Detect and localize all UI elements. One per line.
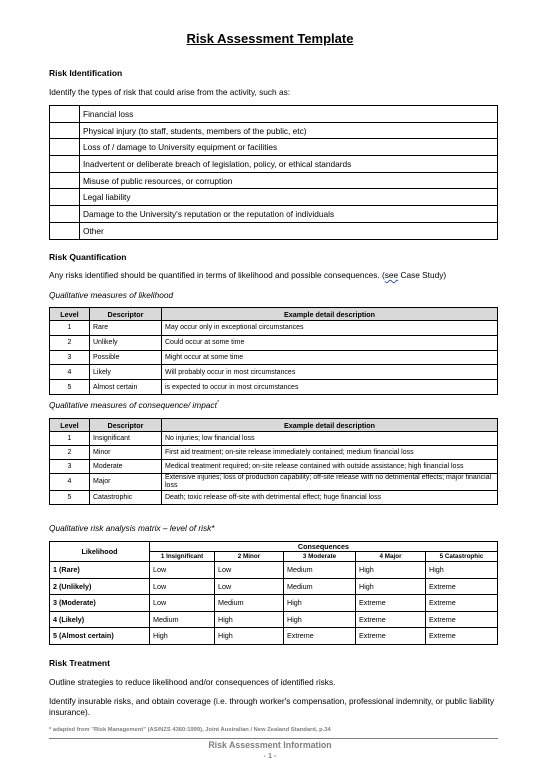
risk-type-checkbox-cell[interactable]: [50, 172, 80, 189]
matrix-risk-cell: Medium: [284, 562, 356, 579]
likelihood-cell: Likely: [90, 365, 162, 380]
matrix-risk-cell: Medium: [150, 611, 215, 628]
risk-treatment-p2: Identify insurable risks, and obtain coverage (i.e. through worker's compensation, professional indemnity, or public liability insurance).: [49, 696, 495, 717]
risk-type-row: [50, 222, 498, 239]
matrix-row-label: 4 (Likely): [50, 611, 150, 628]
likelihood-cell: Unlikely: [90, 335, 162, 350]
matrix-risk-cell: Low: [150, 595, 215, 612]
likelihood-cell: 4: [50, 365, 90, 380]
likelihood-cell: 3: [50, 350, 90, 365]
likelihood-caption: Qualitative measures of likelihood: [49, 290, 174, 300]
likelihood-cell: Almost certain: [90, 380, 162, 395]
matrix-row-label: 5 (Almost certain): [50, 628, 150, 645]
matrix-caption: Qualitative risk analysis matrix – level of risk*: [49, 523, 215, 533]
matrix-risk-cell: Low: [150, 562, 215, 579]
likelihood-header-cell: Example detail description: [162, 308, 498, 321]
risk-matrix-table: [49, 541, 498, 645]
matrix-risk-cell: High: [356, 562, 426, 579]
matrix-column-header: 5 Catastrophic: [426, 552, 498, 562]
risk-type-label: Loss of / damage to University equipment or facilities: [80, 139, 498, 156]
matrix-column-header: 1 Insignificant: [150, 552, 215, 562]
risk-type-label: Damage to the University's reputation or the reputation of individuals: [80, 206, 498, 223]
consequence-row: [50, 474, 498, 491]
page-number: - 1 -: [263, 751, 277, 760]
matrix-risk-cell: Extreme: [426, 628, 498, 645]
matrix-risk-cell: Extreme: [356, 611, 426, 628]
likelihood-cell: Might occur at some time: [162, 350, 498, 365]
consequence-cell: Major: [90, 474, 162, 491]
risk-type-checkbox-cell[interactable]: [50, 222, 80, 239]
risk-type-label: Legal liability: [80, 189, 498, 206]
likelihood-cell: May occur only in exceptional circumstances: [162, 321, 498, 336]
consequence-cell: 1: [50, 432, 90, 446]
matrix-row: [50, 578, 498, 595]
consequence-cell: 5: [50, 491, 90, 505]
matrix-risk-cell: Extreme: [426, 595, 498, 612]
consequence-cell: Extensive injuries; loss of production capability; off-site release with no detrimental effects; major financial loss: [162, 474, 498, 491]
consequence-caption: Qualitative measures of consequence/ impact*: [49, 400, 219, 410]
risk-treatment-heading: Risk Treatment: [49, 658, 110, 668]
risk-type-row: [50, 156, 498, 173]
likelihood-row: [50, 350, 498, 365]
matrix-row-label: 1 (Rare): [50, 562, 150, 579]
likelihood-header-cell: Descriptor: [90, 308, 162, 321]
risk-type-row: [50, 189, 498, 206]
matrix-risk-cell: High: [284, 595, 356, 612]
likelihood-cell: 2: [50, 335, 90, 350]
risk-type-checkbox-cell[interactable]: [50, 139, 80, 156]
likelihood-cell: Will probably occur in most circumstances: [162, 365, 498, 380]
consequence-header-cell: Level: [50, 419, 90, 432]
consequence-cell: Moderate: [90, 460, 162, 474]
matrix-risk-cell: Medium: [284, 578, 356, 595]
risk-type-label: Inadvertent or deliberate breach of legislation, policy, or ethical standards: [80, 156, 498, 173]
likelihood-cell: is expected to occur in most circumstances: [162, 380, 498, 395]
risk-type-checkbox-cell[interactable]: [50, 106, 80, 123]
risk-type-checkbox-cell[interactable]: [50, 206, 80, 223]
consequence-cell: Minor: [90, 446, 162, 460]
likelihood-cell: Could occur at some time: [162, 335, 498, 350]
risk-type-label: Physical injury (to staff, students, members of the public, etc): [80, 122, 498, 139]
consequence-cell: Medical treatment required; on-site release contained with outside assistance; high financial loss: [162, 460, 498, 474]
consequence-table: [49, 418, 498, 505]
page-title: Risk Assessment Template: [186, 31, 354, 46]
likelihood-cell: Rare: [90, 321, 162, 336]
likelihood-row: [50, 365, 498, 380]
consequence-cell: 3: [50, 460, 90, 474]
risk-type-row: [50, 139, 498, 156]
matrix-risk-cell: Extreme: [426, 611, 498, 628]
matrix-row: [50, 628, 498, 645]
likelihood-row: [50, 335, 498, 350]
consequence-cell: First aid treatment; on-site release immediately contained; medium financial loss: [162, 446, 498, 460]
risk-quantification-intro: Any risks identified should be quantified in terms of likelihood and possible consequences. (see Case Study): [49, 270, 447, 280]
risk-type-checkbox-cell[interactable]: [50, 156, 80, 173]
risk-type-checkbox-cell[interactable]: [50, 122, 80, 139]
matrix-row-label: 3 (Moderate): [50, 595, 150, 612]
matrix-row: [50, 611, 498, 628]
risk-types-table: [49, 105, 498, 240]
risk-type-row: [50, 122, 498, 139]
footnote: * adapted from "Risk Management" (AS/NZS 4360:1999), Joint Australian / New Zealand Standard, p.34: [49, 727, 331, 733]
matrix-likelihood-header: Likelihood: [50, 542, 150, 562]
risk-type-row: [50, 106, 498, 123]
matrix-column-header: 2 Minor: [215, 552, 284, 562]
risk-type-row: [50, 206, 498, 223]
consequence-cell: No injuries; low financial loss: [162, 432, 498, 446]
matrix-row: [50, 562, 498, 579]
matrix-risk-cell: Low: [215, 562, 284, 579]
matrix-consequences-header: Consequences: [150, 542, 498, 552]
likelihood-row: [50, 380, 498, 395]
likelihood-cell: Possible: [90, 350, 162, 365]
matrix-risk-cell: Extreme: [356, 628, 426, 645]
see-link: see: [384, 270, 399, 280]
likelihood-cell: 1: [50, 321, 90, 336]
matrix-risk-cell: Low: [215, 578, 284, 595]
risk-identification-intro: Identify the types of risk that could arise from the activity, such as:: [49, 87, 291, 97]
matrix-risk-cell: High: [215, 628, 284, 645]
risk-identification-heading: Risk Identification: [49, 68, 123, 78]
consequence-row: [50, 446, 498, 460]
matrix-column-header: 3 Moderate: [284, 552, 356, 562]
matrix-risk-cell: High: [284, 611, 356, 628]
consequence-row: [50, 432, 498, 446]
risk-type-row: [50, 172, 498, 189]
matrix-risk-cell: Extreme: [426, 578, 498, 595]
footer-divider: [49, 738, 498, 739]
consequence-cell: Death; toxic release off-site with detrimental effect; huge financial loss: [162, 491, 498, 505]
matrix-row: [50, 595, 498, 612]
consequence-header-cell: Example detail description: [162, 419, 498, 432]
consequence-cell: 2: [50, 446, 90, 460]
matrix-risk-cell: Extreme: [284, 628, 356, 645]
likelihood-cell: 5: [50, 380, 90, 395]
matrix-risk-cell: High: [356, 578, 426, 595]
risk-type-label: Financial loss: [80, 106, 498, 123]
consequence-row: [50, 491, 498, 505]
matrix-risk-cell: High: [426, 562, 498, 579]
likelihood-header-cell: Level: [50, 308, 90, 321]
consequence-row: [50, 460, 498, 474]
risk-type-label: Misuse of public resources, or corruption: [80, 172, 498, 189]
likelihood-row: [50, 321, 498, 336]
matrix-risk-cell: High: [215, 611, 284, 628]
risk-type-label: Other: [80, 222, 498, 239]
matrix-row-label: 2 (Unlikely): [50, 578, 150, 595]
matrix-column-header: 4 Major: [356, 552, 426, 562]
likelihood-table: [49, 307, 498, 395]
matrix-risk-cell: Medium: [215, 595, 284, 612]
matrix-risk-cell: Extreme: [356, 595, 426, 612]
risk-quantification-heading: Risk Quantification: [49, 252, 127, 262]
risk-treatment-p1: Outline strategies to reduce likelihood and/or consequences of identified risks.: [49, 677, 336, 687]
matrix-risk-cell: High: [150, 628, 215, 645]
risk-type-checkbox-cell[interactable]: [50, 189, 80, 206]
matrix-risk-cell: Low: [150, 578, 215, 595]
consequence-cell: 4: [50, 474, 90, 491]
consequence-cell: Insignificant: [90, 432, 162, 446]
footer-title: Risk Assessment Information: [208, 740, 332, 750]
consequence-header-cell: Descriptor: [90, 419, 162, 432]
consequence-cell: Catastrophic: [90, 491, 162, 505]
